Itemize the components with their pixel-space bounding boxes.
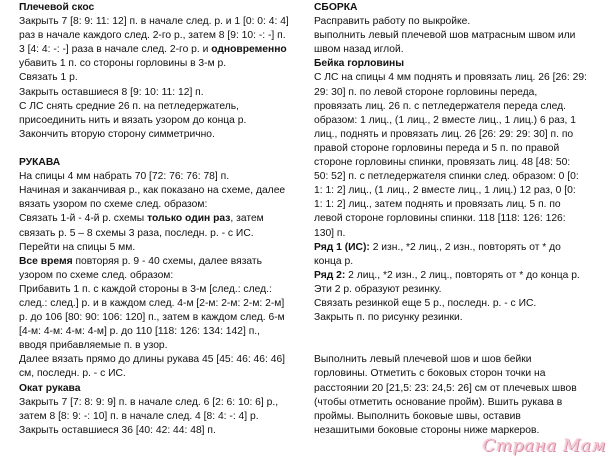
- neckband-line-3: провязать лиц. 26 п. с петледержателя переда след.: [314, 100, 567, 112]
- sleeves-line-7: [19, 255, 297, 269]
- neckband-line-4: образом: 1 лиц., (1 лиц., 2 вместе лиц., 1 лиц.) 6 раз, 1: [314, 114, 576, 126]
- row-1-text: 2 изн., *2 лиц., 2 изн., повторять от * до: [369, 241, 561, 253]
- shoulder-line-9: Закончить вторую сторону симметрично.: [19, 128, 215, 140]
- sleeves-line-9: Прибавить 1 п. с каждой стороны в 3-м [след.: след.:: [19, 283, 272, 295]
- shoulder-line-7: С ЛС снять средние 26 п. на петледержатель,: [19, 100, 240, 112]
- sleeves-line-7-text: повторяя р. 9 - 40 схемы, далее вязать: [72, 255, 262, 267]
- row-2-text: 2 лиц., *2 изн., 2 лиц., повторять от * до конца р.: [345, 269, 580, 281]
- sleeves-line-4: [19, 212, 297, 226]
- neckband-heading: Бейка горловины: [314, 58, 405, 70]
- shoulder-line-4: убавить 1 п. со стороны горловины в 3-м р.: [19, 58, 227, 70]
- rib-line-3: Закрыть п. по рисунку резинки.: [314, 312, 463, 324]
- neckband-line-5: лиц., поднять и провязать лиц. 26 [26: 29: 29: 30] п. по: [314, 128, 574, 140]
- finishing-line-5: проймы. Выполнить боковые швы, оставив: [314, 410, 521, 422]
- finishing-line-1: Выполнить левый плечевой шов и шов бейки: [314, 354, 532, 366]
- neckband-line-1: С ЛС на спицы 4 мм поднять и провязать лиц. 26 [26: 29:: [314, 72, 587, 84]
- assembly-line-2: выполнить левый плечевой шов матрасным швом или: [314, 30, 576, 42]
- neckband-line-12: 130] п.: [314, 227, 346, 239]
- sleeves-line-1: На спицы 4 мм набрать 70 [72: 76: 76: 78] п.: [19, 171, 230, 183]
- neckband-line-11: левой стороне горловины спинки. 118 [118: 126: 126:: [314, 213, 566, 225]
- row-1-continuation: конца р.: [314, 255, 354, 267]
- shoulder-line-8: присоединить нить и вязать узором до конца р.: [19, 114, 247, 126]
- shoulder-line-3-text: 3 [4: 4: -: -] раза в начале след. 2-го р. и: [19, 44, 212, 56]
- cap-line-3: Закрыть оставшиеся 36 [40: 42: 44: 48] п.: [19, 424, 216, 436]
- neckband-line-7: стороне горловины спинки, провязать лиц. 48 [48: 50:: [314, 157, 571, 169]
- site-watermark: Страна Мам: [482, 436, 606, 456]
- sleeves-line-12: [4-м: 4-м: 4-м: 4-м] р. до 110 [118: 126: 134: 142] п.,: [19, 326, 261, 338]
- finishing-line-4: (чтобы отметить основание пройм). Вшить рукава в: [314, 396, 563, 408]
- row-2-label: Ряд 2:: [314, 269, 346, 281]
- assembly-heading: СБОРКА: [314, 2, 358, 13]
- assembly-line-3: швом назад иглой.: [314, 44, 404, 56]
- finishing-line-3: расстоянии 20 [21,5: 23: 24,5: 26] см от плечевых швов: [314, 382, 577, 394]
- sleeves-line-10: след.: след.] р. и в каждом след. 4-м [2-м: 2-м: 2-м: 2-м]: [19, 297, 285, 309]
- sleeves-line-3: вязать узором по схеме след. образом:: [19, 199, 208, 211]
- spacer: [314, 325, 592, 339]
- sleeves-heading: РУКАВА: [19, 157, 61, 169]
- shoulder-heading: Плечевой скос: [19, 2, 95, 13]
- rib-line-1: Эти 2 р. образуют резинку.: [314, 283, 442, 295]
- neckband-line-10: 1: 1: 2] лиц., затем поднять и провязать лиц. 5 п. по: [314, 199, 561, 211]
- neckband-line-8: 50: 52] п. с петледержателя спинки след. образом: 0 [0:: [314, 171, 579, 183]
- shoulder-line-3-emphasis: одновременно: [211, 44, 287, 56]
- cap-heading: Окат рукава: [19, 382, 81, 394]
- row-2-line: [314, 269, 592, 283]
- sleeves-line-4-emphasis: только один раз: [147, 213, 231, 225]
- shoulder-line-1: Закрыть 7 [8: 9: 11: 12] п. в начале след. р. и 1 [0: 0: 4: 4]: [19, 16, 289, 28]
- cap-line-2: затем 8 [8: 9: -: 10] п. в начале след. 4 [8: 4: -: 4] р.: [19, 410, 259, 422]
- shoulder-line-2: раз в начале каждого след. 2-го р., затем 8 [9: 10: -: -] п.: [19, 30, 286, 42]
- neckband-line-6: правой стороне горловины переда и 5 п. по правой: [314, 142, 560, 154]
- row-1-line: [314, 241, 592, 255]
- sleeves-line-15: см, последн. р. - с ИС.: [19, 368, 126, 380]
- right-column: [314, 1, 592, 438]
- sleeves-line-5: связать р. 5 – 8 схемы 3 раза, последн. р. - с ИС.: [19, 227, 254, 239]
- assembly-line-1: Расправить работу по выкройке.: [314, 16, 471, 28]
- sleeves-line-4-text: Связать 1-й - 4-й р. схемы: [19, 213, 148, 225]
- spacer: [19, 142, 297, 156]
- cap-line-1: Закрыть 7 [7: 8: 9: 9] п. в начале след. 6 [2: 6: 10: 6] р.,: [19, 396, 279, 408]
- spacer: [314, 339, 592, 353]
- sleeves-line-2: Начиная и заканчивая р., как показано на схеме, далее: [19, 185, 286, 197]
- sleeves-line-8: узором по схеме след. образом:: [19, 269, 174, 281]
- shoulder-line-3: [19, 43, 297, 57]
- sleeves-line-14: Далее вязать прямо до длины рукава 45 [45: 46: 46: 46]: [19, 354, 286, 366]
- neckband-line-2: 29: 30] п. по левой стороне горловины переда,: [314, 86, 538, 98]
- row-1-label: Ряд 1 (ИС):: [314, 241, 370, 253]
- left-column: [19, 1, 297, 438]
- sleeves-line-4-tail: , затем: [230, 213, 264, 225]
- rib-line-2: Связать резинкой еще 5 р., последн. р. - с ИС.: [314, 297, 537, 309]
- sleeves-line-13: вводя прибавляемые п. в узор.: [19, 340, 168, 352]
- shoulder-line-5: Связать 1 р.: [19, 72, 78, 84]
- sleeves-line-7-emphasis: Все время: [19, 255, 73, 267]
- neckband-line-9: 1: 1: 2] лиц., (1 лиц., 2 вместе лиц., 1 лиц.) 12 раз, 0 [0:: [314, 185, 576, 197]
- finishing-line-6: незашитыми боковые стороны ниже маркеров.: [314, 424, 540, 436]
- shoulder-line-6: Закрыть оставшиеся 8 [9: 10: 11: 12] п.: [19, 86, 204, 98]
- sleeves-line-6: Перейти на спицы 5 мм.: [19, 241, 136, 253]
- sleeves-line-11: р. до 106 [80: 90: 106: 120] п., затем в каждом след. 6-м: [19, 312, 285, 324]
- finishing-line-2: горловины. Отметить с боковых сторон точки на: [314, 368, 546, 380]
